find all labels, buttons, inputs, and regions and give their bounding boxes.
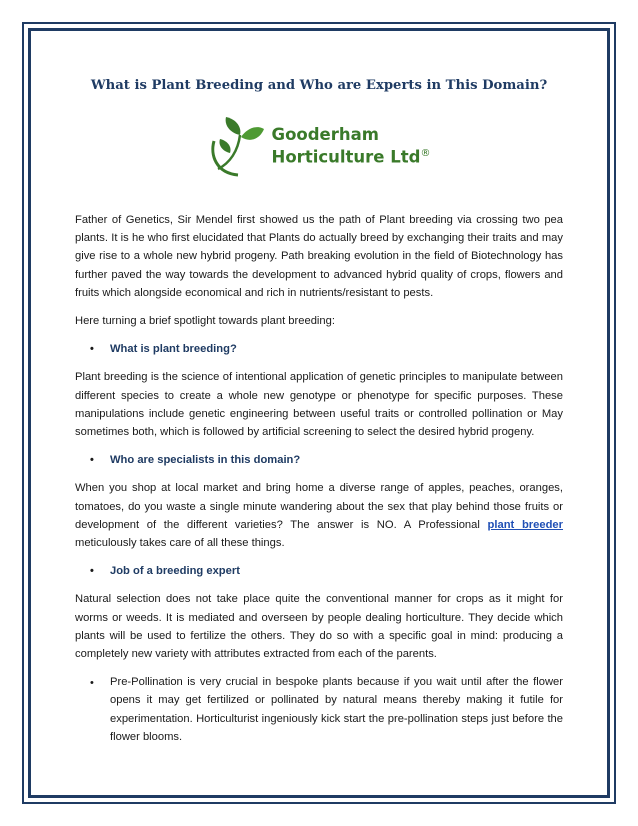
- plant-breeder-link[interactable]: plant breeder: [487, 518, 564, 531]
- section-heading-what-is-plant-breeding: • What is plant breeding?: [75, 340, 563, 358]
- page-title: What is Plant Breeding and Who are Experts in This Domain?: [90, 78, 548, 93]
- bullet-icon: [90, 340, 110, 348]
- section-body-job-of-breeding-expert: Natural selection does not take place quite the conventional manner for crops as it might for worms or weeds. It is mediated and overseen by people dealing horticulture. They decide which plants will be used to fertilize the others. They do so with a specific goal in mind: producing a completely new variety with attributes extracted from each of the parents.: [75, 593, 563, 661]
- logo-name-line1: Gooderham: [271, 125, 379, 145]
- intro-paragraph: Father of Genetics, Sir Mendel first showed us the path of Plant breeding via crossing two pea plants. It is he who first elucidated that Plants do actually breed by exchanging their traits and may give rise to a whole new hybrid progeny. Path breaking evolution in the field of Biotechnology has further paved the way towards the development to advanced hybrid quality of crops, flowers and fruits which alongside economical and rich in nutrients/resistant to pests.: [75, 214, 563, 299]
- bullet-icon: [90, 562, 110, 570]
- section-body-specialists: When you shop at local market and bring home a diverse range of apples, peaches, oranges, tomatoes, do you waste a single minute wandering about the sex that play behind those fruits or development of the different varieties? The answer is NO. A Professional plant breeder meticulously takes care of all these things.: [75, 482, 564, 550]
- registered-mark: ®: [420, 148, 431, 160]
- bullet-icon: [90, 673, 110, 681]
- section-heading-specialists: • Who are specialists in this domain?: [75, 451, 563, 469]
- logo-name-line2: Horticulture Ltd®: [271, 147, 431, 167]
- list-item-pre-pollination: [75, 673, 563, 746]
- pre-pollination-text: Pre-Pollination is very crucial in bespoke plants because if you wait until after the flower opens it may get fertilized or pollinated by natural means thereby making it futile for experimentation. Horticulturist ingeniously kick start the pre-pollination steps just before the flower blooms.: [110, 676, 563, 743]
- document-body: [75, 60, 563, 746]
- section-body-what-is-plant-breeding: Plant breeding is the science of intentional application of genetic principles to manipulate between different species to create a whole new genotype or phenotype for specific purposes. These manipulations include genetic engineering between useful traits or controlled pollination or May sometimes both, which is followed by artificial screening to select the desired hybrid progeny.: [75, 371, 563, 439]
- section-heading-job-of-breeding-expert: • Job of a breeding expert: [75, 562, 563, 580]
- bullet-icon: [90, 451, 110, 459]
- spotlight-text: Here turning a brief spotlight towards plant breeding:: [75, 315, 335, 328]
- leaf-logo-icon: [208, 113, 268, 179]
- company-logo: [75, 111, 563, 181]
